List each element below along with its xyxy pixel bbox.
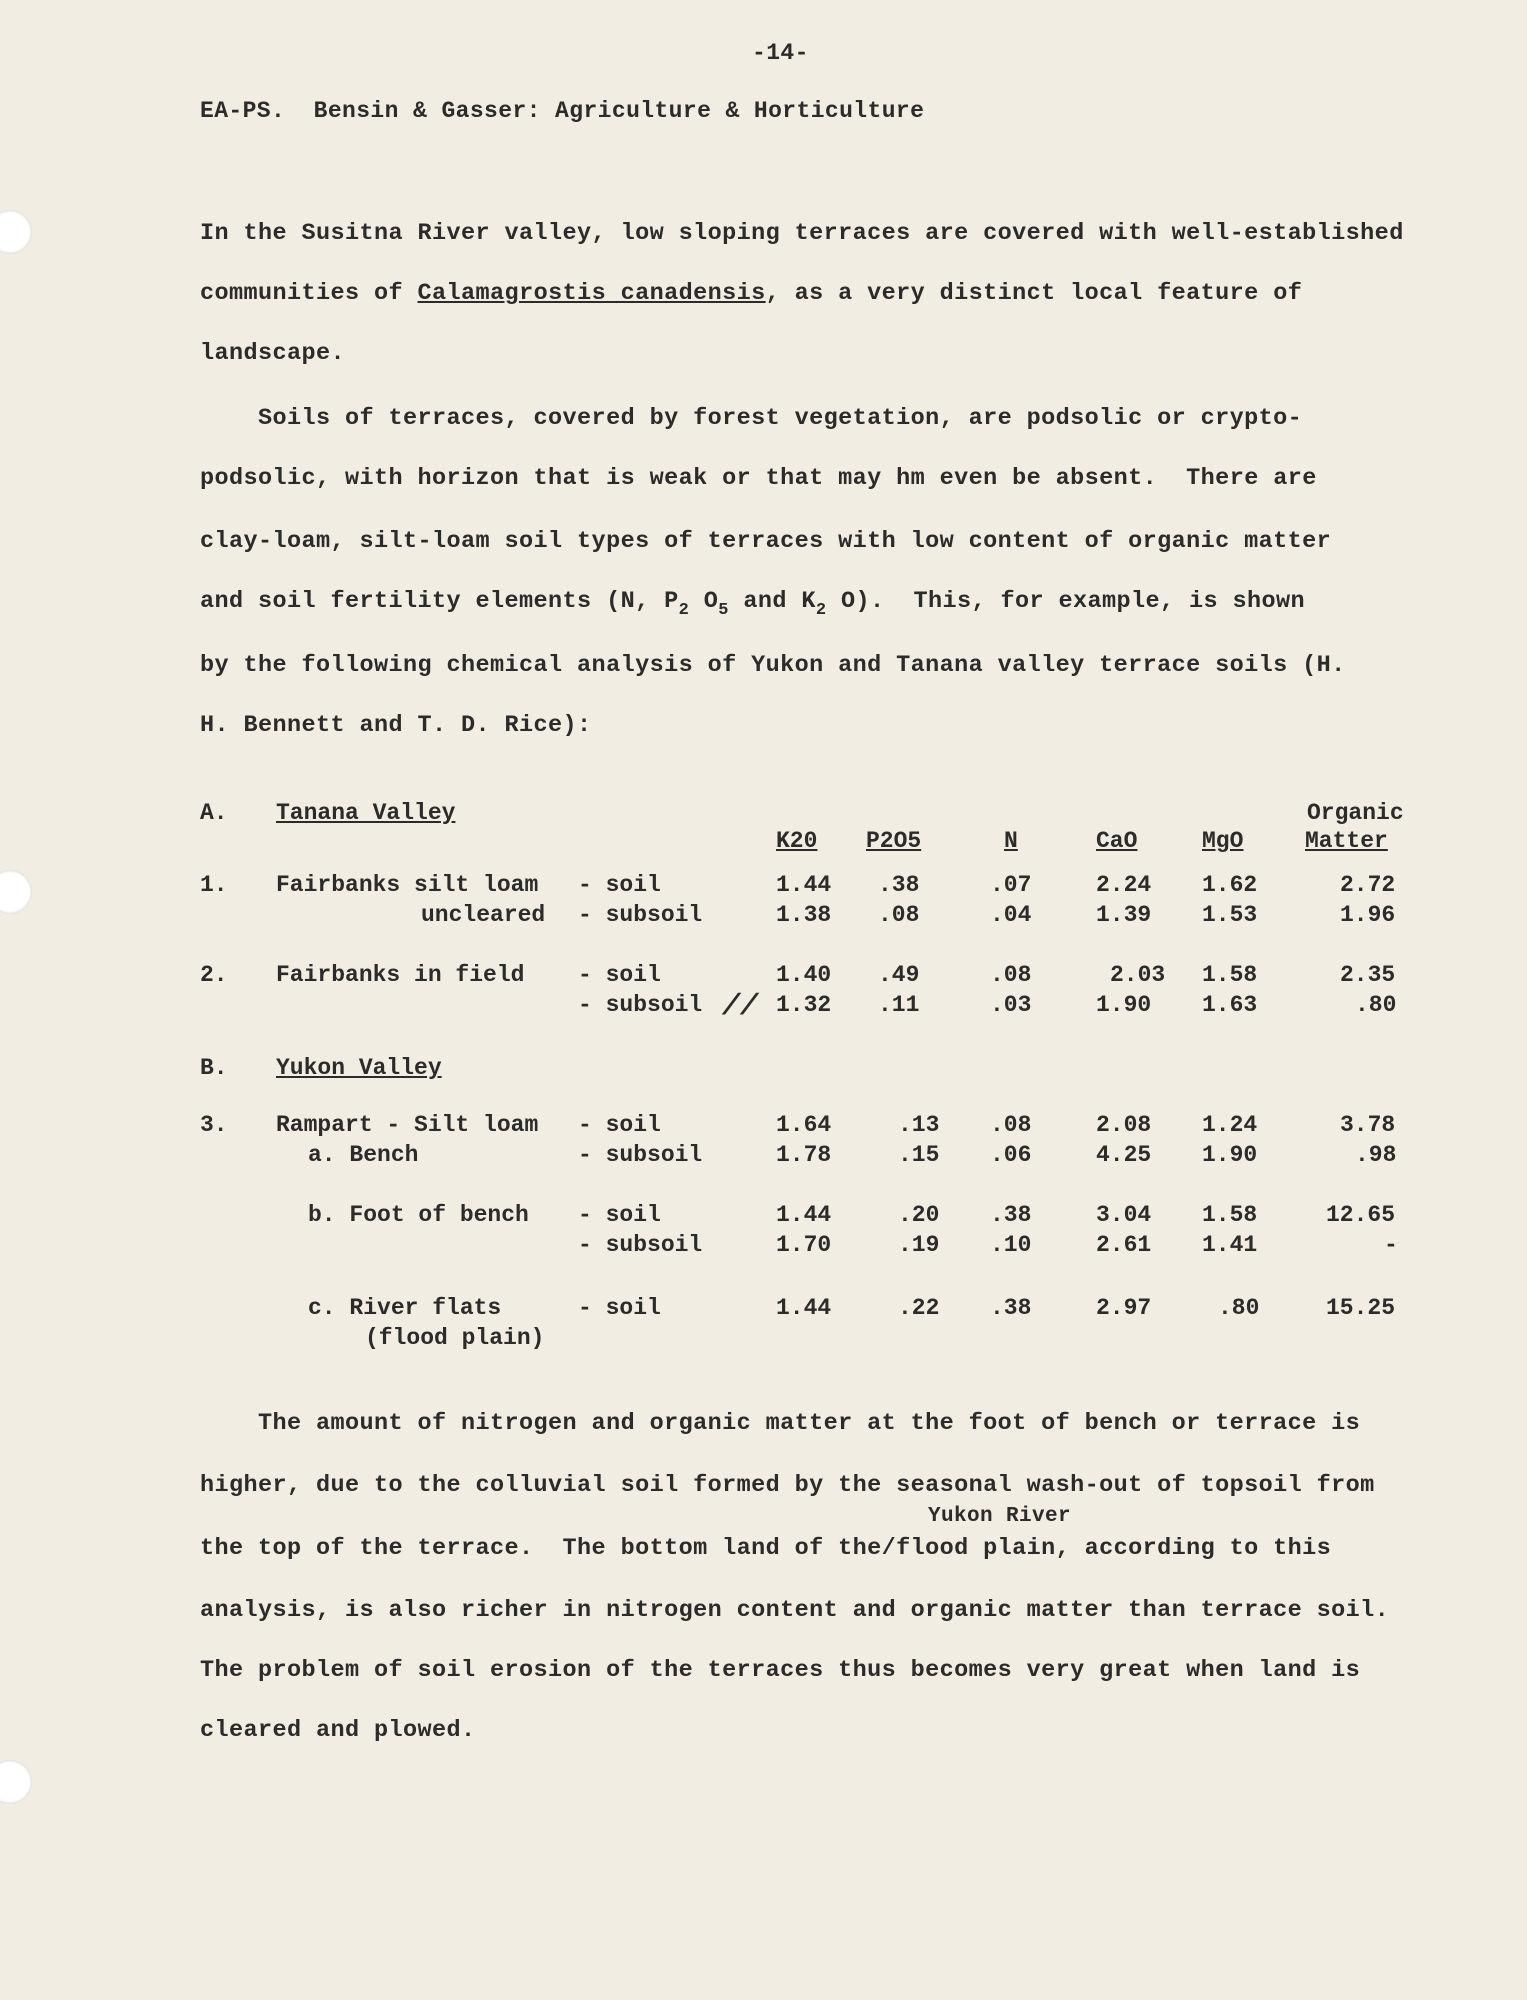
cao-value: 2.61 — [1096, 1232, 1152, 1258]
n-value: .04 — [990, 902, 1032, 928]
para1-line2 — [200, 280, 1302, 307]
k2o-value: 1.38 — [776, 902, 832, 928]
cao-value: 2.24 — [1096, 872, 1152, 898]
column-header: N — [1004, 828, 1018, 854]
row-number: 2. — [200, 962, 228, 988]
mgo-value: 1.62 — [1202, 872, 1258, 898]
p2o5-value: .22 — [898, 1295, 940, 1321]
page-number: -14- — [752, 40, 809, 66]
para1-line1: In the Susitna River valley, low sloping terraces are covered with well-established — [200, 220, 1404, 247]
mgo-value: 1.58 — [1202, 1202, 1258, 1228]
handwritten-insertion: Yukon River — [928, 1505, 1072, 1528]
para2-line3: clay-loam, silt-loam soil types of terraces with low content of organic matter — [200, 528, 1332, 555]
para3-line1: The amount of nitrogen and organic matter at the foot of bench or terrace is — [200, 1410, 1361, 1437]
para2-line6: H. Bennett and T. D. Rice): — [200, 712, 592, 739]
k2o-value: 1.40 — [776, 962, 832, 988]
row-number: 3. — [200, 1112, 228, 1138]
k2o-value: 1.44 — [776, 872, 832, 898]
organic-matter-value: 15.25 — [1326, 1295, 1396, 1321]
para2-line2 — [200, 465, 1317, 492]
sample-type: - soil — [578, 962, 661, 988]
k2o-value: 1.44 — [776, 1295, 832, 1321]
p2o5-value: .19 — [898, 1232, 940, 1258]
soil-name: Fairbanks silt loam — [276, 872, 539, 898]
p2o5-value: .38 — [878, 872, 920, 898]
para2-line1: Soils of terraces, covered by forest vegetation, are podsolic or crypto- — [200, 405, 1303, 432]
organic-matter-value: 12.65 — [1326, 1202, 1396, 1228]
sample-type: - soil — [578, 1202, 661, 1228]
mgo-value: 1.53 — [1202, 902, 1258, 928]
cao-value: 4.25 — [1096, 1142, 1152, 1168]
column-header: CaO — [1096, 828, 1138, 854]
para2-text: podsolic, with horizon that is weak or that may — [200, 465, 897, 492]
soil-name: b. Foot of bench — [308, 1202, 529, 1228]
section-label: A. — [200, 800, 228, 826]
soil-name: (flood plain) — [365, 1325, 545, 1351]
mgo-value: 1.41 — [1202, 1232, 1258, 1258]
n-value: .38 — [990, 1295, 1032, 1321]
sample-type: - soil — [578, 872, 661, 898]
section-label: B. — [200, 1055, 228, 1081]
sample-type: - soil — [578, 1295, 661, 1321]
punch-hole — [0, 210, 32, 254]
row-number: 1. — [200, 872, 228, 898]
para2-line4 — [200, 588, 1306, 620]
p2o5-value: .15 — [898, 1142, 940, 1168]
soil-name: Rampart - Silt loam — [276, 1112, 539, 1138]
para3-line3: the top of the terrace. The bottom land of the/flood plain, according to this — [200, 1535, 1332, 1562]
mgo-value: .80 — [1218, 1295, 1260, 1321]
column-header: Organic — [1307, 800, 1404, 826]
para1-text: , as a very distinct local feature of — [765, 280, 1303, 307]
cao-value: 2.03 — [1110, 962, 1166, 988]
section-title: Tanana Valley — [276, 800, 456, 826]
soil-name: a. Bench — [308, 1142, 419, 1168]
mgo-value: 1.58 — [1202, 962, 1258, 988]
para3-line5: The problem of soil erosion of the terraces thus becomes very great when land is — [200, 1657, 1361, 1684]
p2o5-value: .11 — [878, 992, 920, 1018]
p2o5-value: .08 — [878, 902, 920, 928]
n-value: .10 — [990, 1232, 1032, 1258]
k2o-value: 1.70 — [776, 1232, 832, 1258]
para1-text: communities of — [200, 280, 418, 307]
soil-name: Fairbanks in field — [276, 962, 525, 988]
column-header: K20 — [776, 828, 818, 854]
para2-text: O — [689, 588, 719, 615]
punch-hole — [0, 870, 32, 914]
n-value: .03 — [990, 992, 1032, 1018]
organic-matter-value: 2.35 — [1340, 962, 1396, 988]
k2o-value: 1.44 — [776, 1202, 832, 1228]
p2o5-value: .13 — [898, 1112, 940, 1138]
cao-value: 2.97 — [1096, 1295, 1152, 1321]
para2-text: and K — [728, 588, 816, 615]
mgo-value: 1.24 — [1202, 1112, 1258, 1138]
cao-value: 3.04 — [1096, 1202, 1152, 1228]
subscript: 2 — [678, 601, 690, 620]
cao-value: 2.08 — [1096, 1112, 1152, 1138]
k2o-value: 1.64 — [776, 1112, 832, 1138]
sample-type: - subsoil — [578, 992, 703, 1018]
cao-value: 1.90 — [1096, 992, 1152, 1018]
mgo-value: 1.90 — [1202, 1142, 1258, 1168]
struck-text: hm — [896, 465, 926, 492]
species-name: Calamagrostis canadensis — [417, 280, 766, 307]
organic-matter-value: .80 — [1355, 992, 1397, 1018]
sample-type: - subsoil — [578, 1142, 703, 1168]
organic-matter-value: .98 — [1355, 1142, 1397, 1168]
organic-matter-value: 2.72 — [1340, 872, 1396, 898]
sample-type: - subsoil — [578, 1232, 703, 1258]
k2o-value: 1.78 — [776, 1142, 832, 1168]
section-title: Yukon Valley — [276, 1055, 442, 1081]
para2-line5: by the following chemical analysis of Yukon and Tanana valley terrace soils (H. — [200, 652, 1346, 679]
sample-type: - soil — [578, 1112, 661, 1138]
subscript: 2 — [815, 601, 827, 620]
p2o5-value: .20 — [898, 1202, 940, 1228]
organic-matter-value: 3.78 — [1340, 1112, 1396, 1138]
cao-value: 1.39 — [1096, 902, 1152, 928]
para2-text: and soil fertility elements (N, P — [200, 588, 679, 615]
column-header: Matter — [1305, 828, 1388, 854]
n-value: .08 — [990, 1112, 1032, 1138]
organic-matter-value: 1.96 — [1340, 902, 1396, 928]
soil-name: c. River flats — [308, 1295, 502, 1321]
para3-line4: analysis, is also richer in nitrogen content and organic matter than terrace soil. — [200, 1597, 1390, 1624]
sample-type: - subsoil — [578, 902, 703, 928]
para2-text: O). This, for example, is shown — [826, 588, 1306, 615]
para2-text: even be absent. There are — [925, 465, 1317, 492]
n-value: .38 — [990, 1202, 1032, 1228]
subscript: 5 — [718, 601, 729, 620]
soil-name: uncleared — [421, 902, 546, 928]
document-header: EA-PS. Bensin & Gasser: Agriculture & Horticulture — [200, 98, 925, 124]
n-value: .06 — [990, 1142, 1032, 1168]
para3-line2: higher, due to the colluvial soil formed by the seasonal wash-out of topsoil from — [200, 1472, 1375, 1499]
handwritten-mark: // — [722, 990, 759, 1024]
column-header: P2O5 — [866, 828, 922, 854]
k2o-value: 1.32 — [776, 992, 832, 1018]
column-header: MgO — [1202, 828, 1244, 854]
organic-matter-value: - — [1384, 1232, 1398, 1258]
para3-line6: cleared and plowed. — [200, 1717, 476, 1744]
mgo-value: 1.63 — [1202, 992, 1258, 1018]
para1-line3: landscape. — [200, 340, 346, 367]
n-value: .07 — [990, 872, 1032, 898]
punch-hole — [0, 1760, 32, 1804]
p2o5-value: .49 — [878, 962, 920, 988]
n-value: .08 — [990, 962, 1032, 988]
